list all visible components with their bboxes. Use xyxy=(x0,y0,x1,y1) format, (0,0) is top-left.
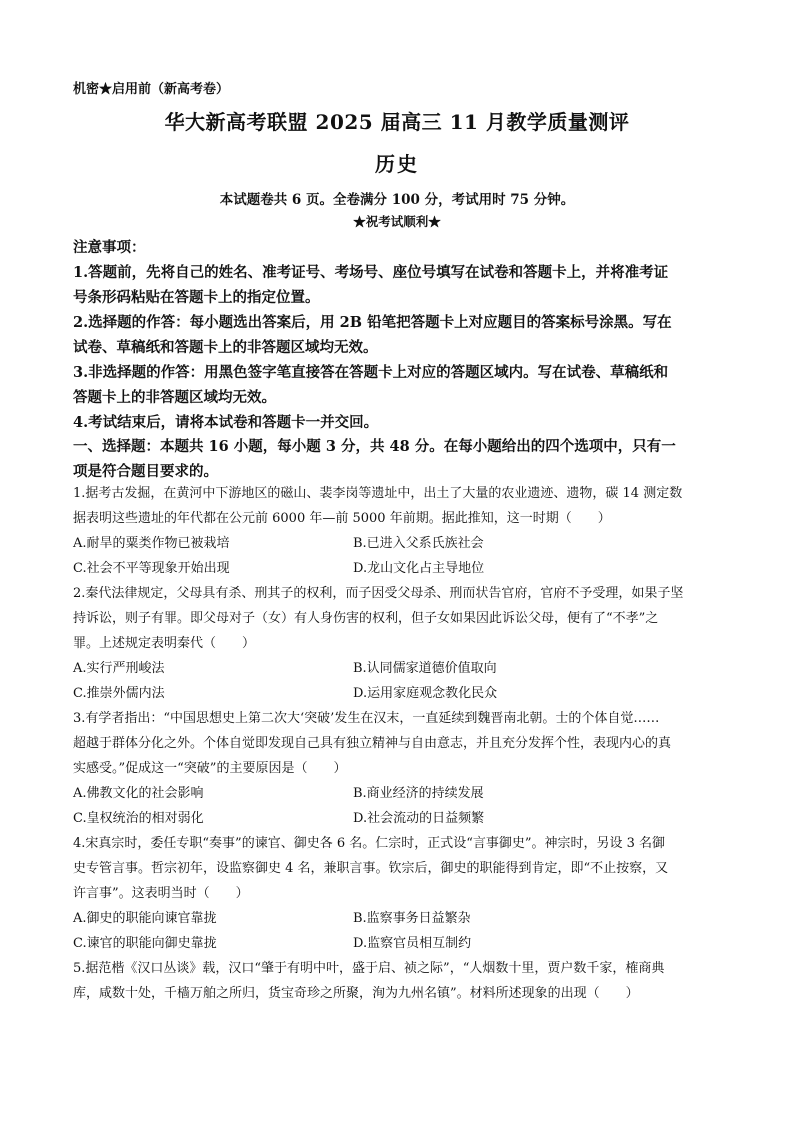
good-luck-line: ★祝考试顺利★ xyxy=(353,214,441,229)
notes-line: 4.考试结束后，请将本试卷和答题卡一并交回。 xyxy=(73,414,379,431)
question-1 xyxy=(73,481,725,581)
option-d: D.龙山文化占主导地位 xyxy=(353,561,485,576)
question-stem-line: 1.据考古发掘，在黄河中下游地区的磁山、裴李岗等遗址中，出土了大量的农业遗迹、遗物，碳 14 测定数 xyxy=(73,486,683,501)
option-b: B.监察事务日益繁杂 xyxy=(353,911,471,926)
question-stem-line: 4.宋真宗时，委任专职“奏事”的谏官、御史各 6 名。仁宗时，正式设“言事御史”。神宗时，另设 3 名御 xyxy=(73,836,666,851)
question-stem-line: 库，咸数十处，千樯万舶之所归，货宝奇珍之所聚，洵为九州名镇”。材料所述现象的出现（ ） xyxy=(73,986,639,1001)
question-stem-line: 据表明这些遗址的年代都在公元前 6000 年—前 5000 年前期。据此推知，这一时期（ ） xyxy=(73,511,611,526)
question-3 xyxy=(73,706,725,831)
notes-block xyxy=(73,235,725,435)
question-2 xyxy=(73,581,725,706)
option-d: D.社会流动的日益频繁 xyxy=(353,811,485,826)
notes-line: 1.答题前，先将自己的姓名、准考证号、考场号、座位号填写在试卷和答题卡上，并将准考证 xyxy=(73,264,669,281)
section-heading xyxy=(73,434,725,484)
question-stem-line: 实感受。”促成这一“突破”的主要原因是（ ） xyxy=(73,761,347,776)
questions-list xyxy=(73,481,725,1006)
question-stem-line: 超越于群体分化之外。个体自觉即发现自己具有独立精神与自由意志，并且充分发挥个性，表现内心的真 xyxy=(73,736,672,751)
option-c: C.社会不平等现象开始出现 xyxy=(73,561,230,576)
notes-line: 2.选择题的作答：每小题选出答案后，用 2B 铅笔把答题卡上对应题目的答案标号涂黑。写在 xyxy=(73,314,672,331)
option-a: A.耐旱的粟类作物已被栽培 xyxy=(73,536,230,551)
option-b: B.已进入父系氏族社会 xyxy=(353,536,484,551)
notes-line: 号条形码粘贴在答题卡上的指定位置。 xyxy=(73,289,320,306)
question-stem-line: 史专管言事。哲宗初年，设监察御史 4 名，兼职言事。钦宗后，御史的职能得到肯定，即“不止按察，又 xyxy=(73,861,669,876)
option-d: D.运用家庭观念教化民众 xyxy=(353,686,498,701)
question-stem-line: 2.秦代法律规定，父母具有杀、刑其子的权利，而子因受父母杀、刑而状告官府，官府不予受理，如果子坚 xyxy=(73,586,684,601)
question-stem-line: 5.据范楷《汉口丛谈》载，汉口“肇于有明中叶，盛于启、祯之际”，“人烟数十里，贾户数千家，榷商典 xyxy=(73,961,665,976)
option-a: A.佛教文化的社会影响 xyxy=(73,786,204,801)
notes-line: 试卷、草稿纸和答题卡上的非答题区域均无效。 xyxy=(73,339,378,356)
section-line: 项是符合题目要求的。 xyxy=(73,463,218,480)
option-grid xyxy=(73,781,725,831)
question-5 xyxy=(73,956,725,1006)
option-b: B.认同儒家道德价值取向 xyxy=(353,661,497,676)
confidential-mark: 机密★启用前（新高考卷） xyxy=(73,82,230,97)
option-b: B.商业经济的持续发展 xyxy=(353,786,484,801)
section-line: 一、选择题：本题共 16 小题，每小题 3 分，共 48 分。在每小题给出的四个选项中，只有一 xyxy=(73,438,676,455)
notes-line: 3.非选择题的作答：用黑色签字笔直接答在答题卡上对应的答题区域内。写在试卷、草稿纸和 xyxy=(73,364,669,381)
option-c: C.皇权统治的相对弱化 xyxy=(73,811,204,826)
notes-line: 答题卡上的非答题区域均无效。 xyxy=(73,389,276,406)
question-stem-line: 3.有学者指出：“中国思想史上第二次大‘突破’发生在汉末，一直延续到魏晋南北朝。士的个体自觉…… xyxy=(73,711,660,726)
exam-info: 本试题卷共 6 页。全卷满分 100 分，考试用时 75 分钟。 xyxy=(219,192,575,208)
option-d: D.监察官员相互制约 xyxy=(353,936,472,951)
option-grid xyxy=(73,656,725,706)
subject-title: 历史 xyxy=(375,152,419,176)
exam-title: 华大新高考联盟 2025 届高三 11 月教学质量测评 xyxy=(164,110,630,134)
option-c: C.推崇外儒内法 xyxy=(73,686,165,701)
option-grid xyxy=(73,906,725,956)
option-a: A.御史的职能向谏官靠拢 xyxy=(73,911,217,926)
option-a: A.实行严刑峻法 xyxy=(73,661,165,676)
option-grid xyxy=(73,531,725,581)
question-stem-line: 罪。上述规定表明秦代（ ） xyxy=(73,636,256,651)
notes-heading: 注意事项： xyxy=(73,239,146,256)
question-4 xyxy=(73,831,725,956)
option-c: C.谏官的职能向御史靠拢 xyxy=(73,936,217,951)
question-stem-line: 许言事”。这表明当时（ ） xyxy=(73,886,249,901)
question-stem-line: 持诉讼，则子有罪。即父母对子（女）有人身伤害的权利，但子女如果因此诉讼父母，便有了“不孝”之 xyxy=(73,611,659,626)
